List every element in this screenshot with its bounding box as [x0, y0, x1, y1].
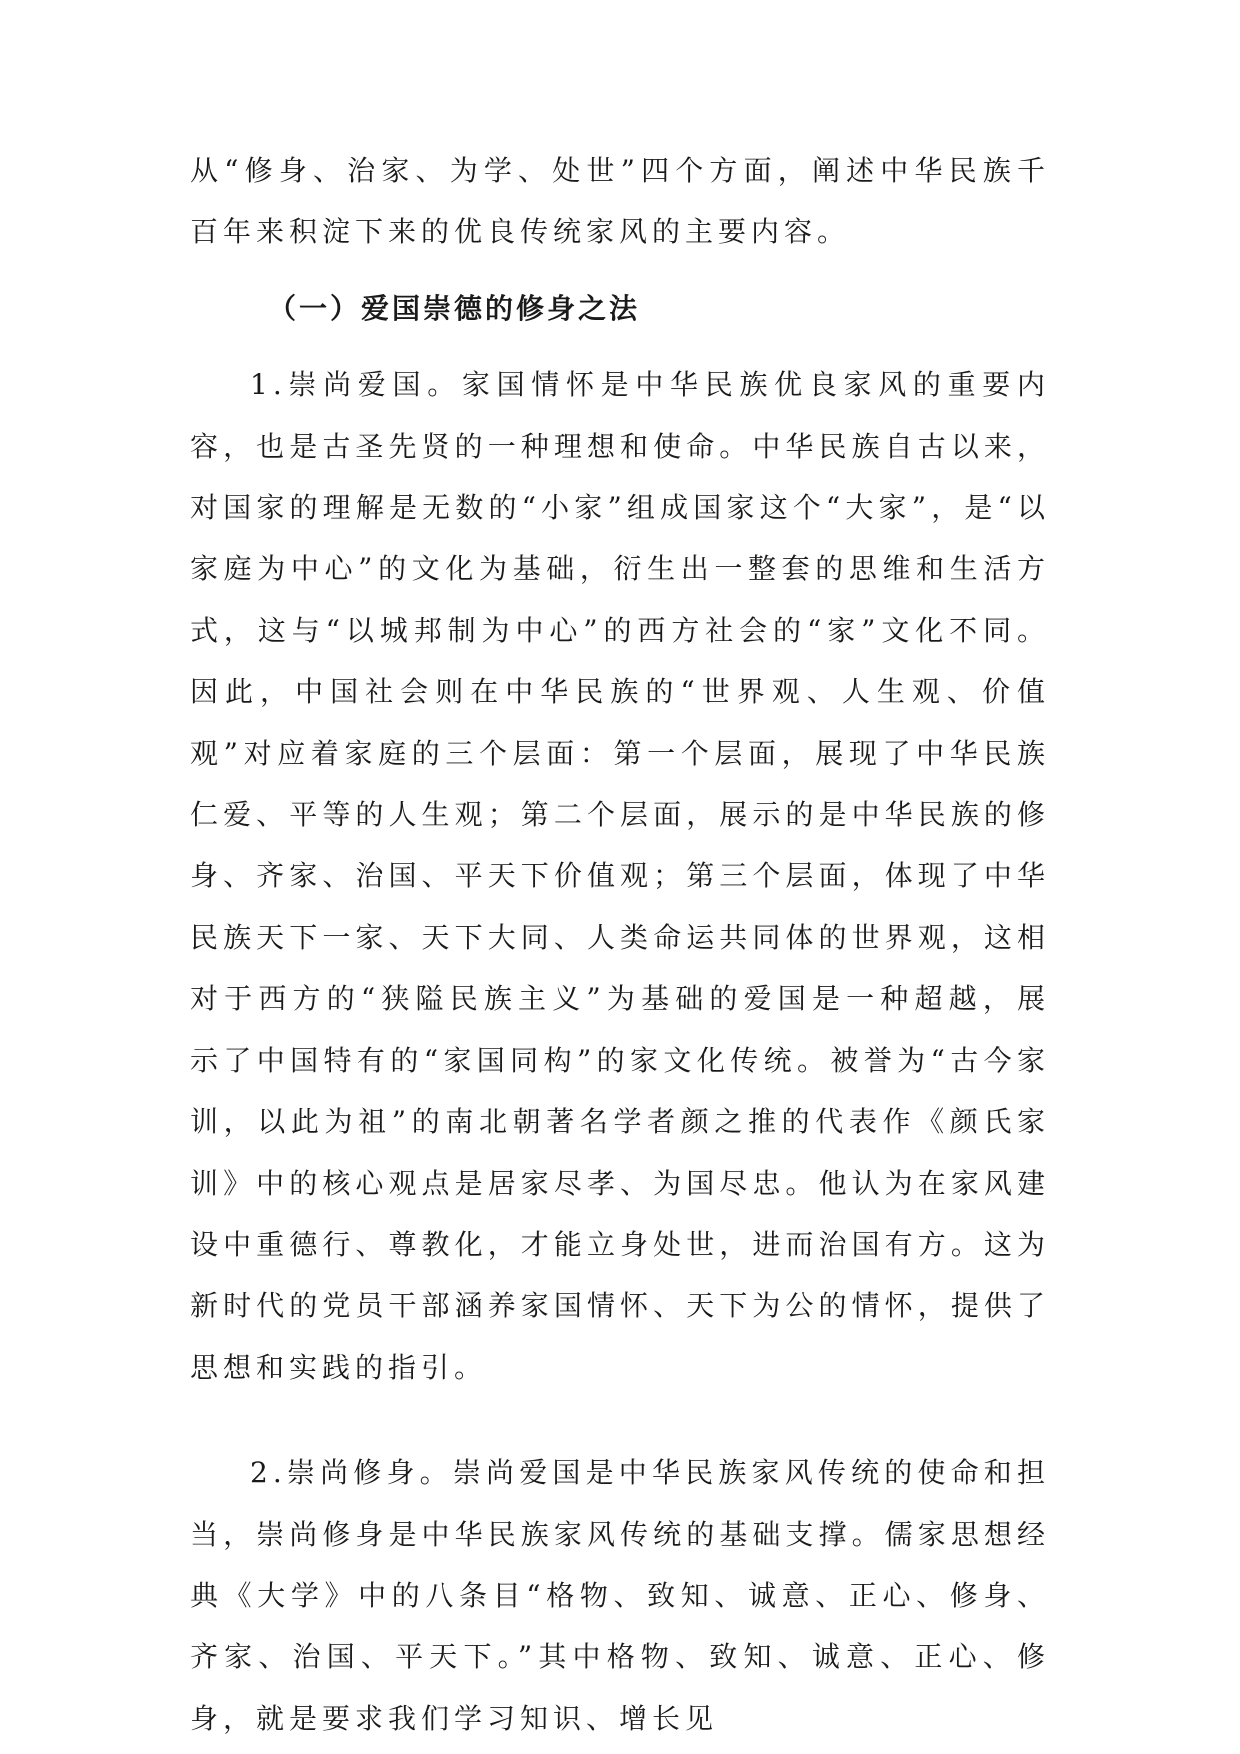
paragraph-item-2: 2.崇尚修身。崇尚爱国是中华民族家风传统的使命和担当，崇尚修身是中华民族家风传统的基础支撑。儒家思想经典《大学》中的八条目“格物、致知、诚意、正心、修身、齐家、治国、平天下。”其中格物、致知、诚意、正心、修身，就是要求我们学习知识、增长见: [190, 1456, 1050, 1735]
document-page: [190, 140, 1050, 1749]
intro-paragraph: 从“修身、治家、为学、处世”四个方面，阐述中华民族千百年来积淀下来的优良传统家风的主要内容。: [190, 154, 1050, 249]
paragraph-item-1: 1.崇尚爱国。家国情怀是中华民族优良家风的重要内容，也是古圣先贤的一种理想和使命。中华民族自古以来，对国家的理解是无数的“小家”组成国家这个“大家”，是“以家庭为中心”的文化为基础，衍生出一整套的思维和生活方式，这与“以城邦制为中心”的西方社会的“家”文化不同。因此，中国社会则在中华民族的“世界观、人生观、价值观”对应着家庭的三个层面：第一个层面，展现了中华民族仁爱、平等的人生观；第二个层面，展示的是中华民族的修身、齐家、治国、平天下价值观；第三个层面，体现了中华民族天下一家、天下大同、人类命运共同体的世界观，这相对于西方的“狭隘民族主义”为基础的爱国是一种超越，展示了中国特有的“家国同构”的家文化传统。被誉为“古今家训，以此为祖”的南北朝著名学者颜之推的代表作《颜氏家训》中的核心观点是居家尽孝、为国尽忠。他认为在家风建设中重德行、尊教化，才能立身处世，进而治国有方。这为新时代的党员干部涵养家国情怀、天下为公的情怀，提供了思想和实践的指引。: [190, 368, 1050, 1384]
section-heading: （一）爱国崇德的修身之法: [268, 291, 641, 325]
